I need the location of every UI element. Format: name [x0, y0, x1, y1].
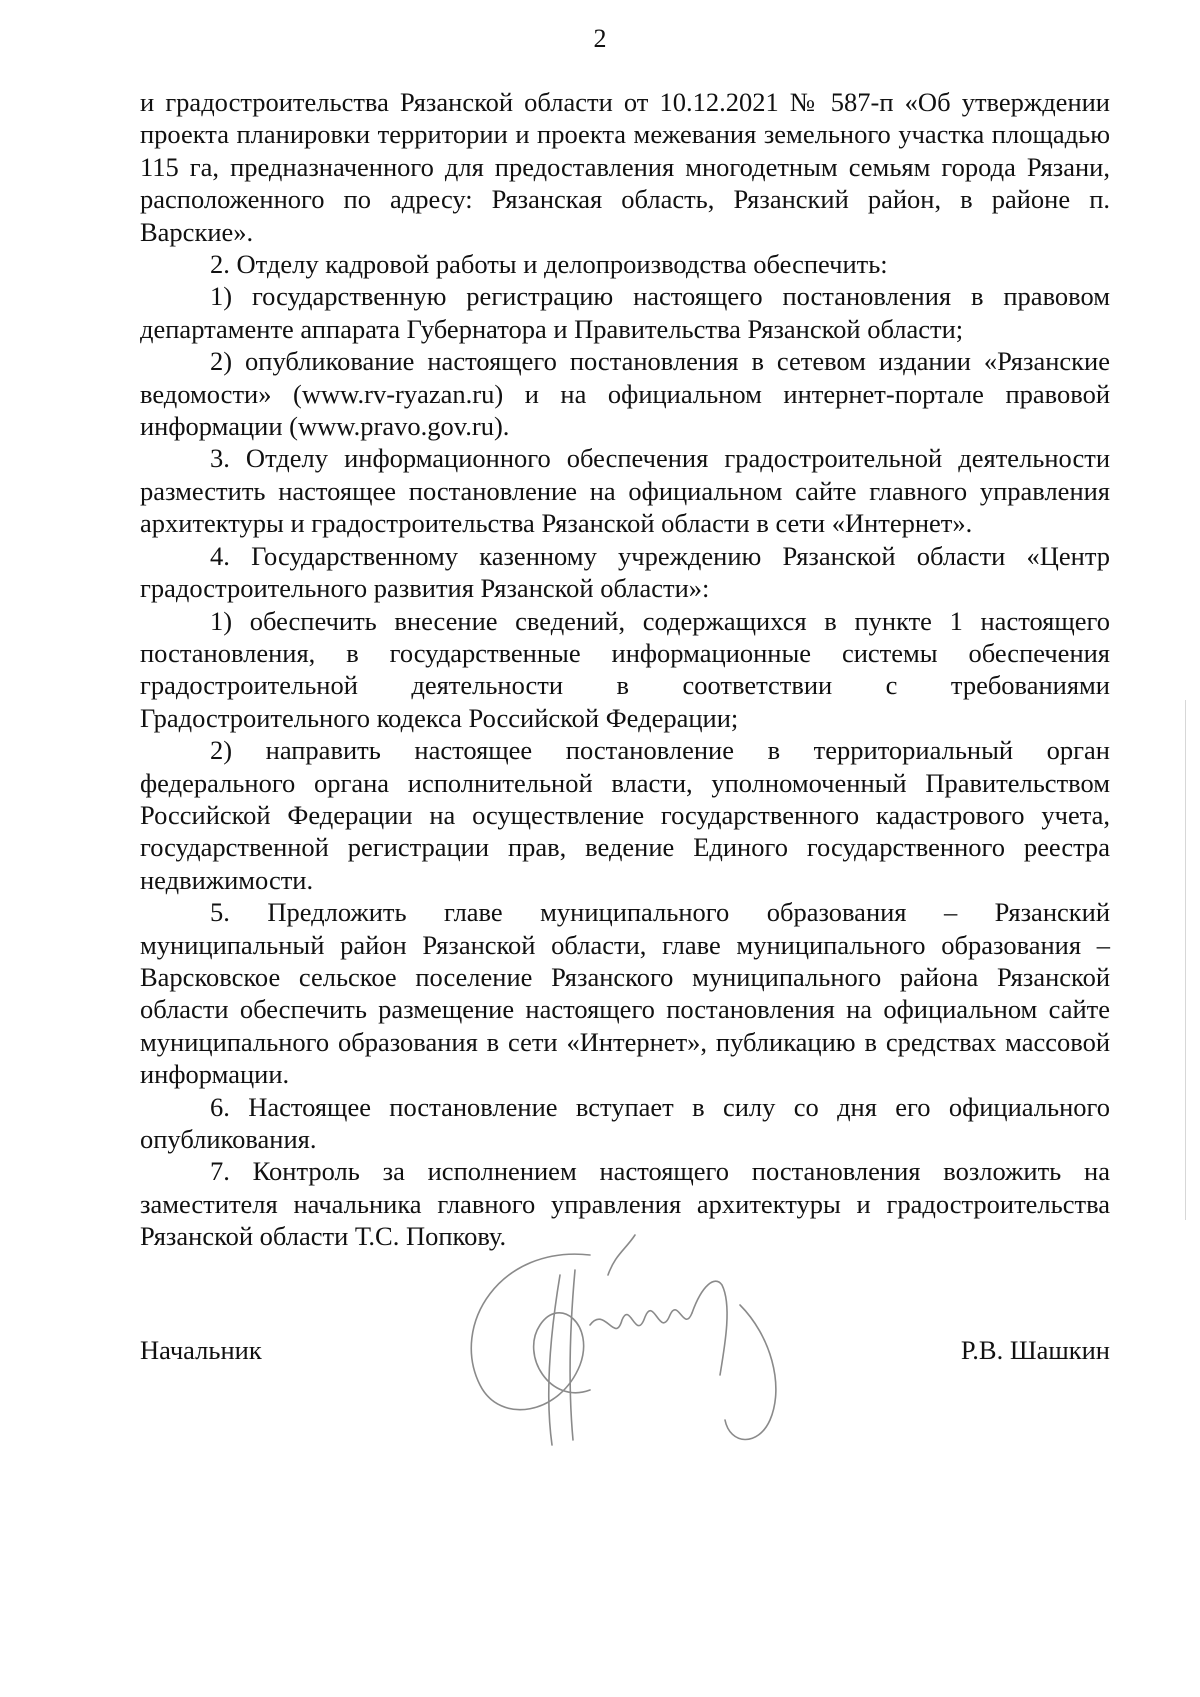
paragraph-continuation: и градостроительства Рязанской области от 10.12.2021 № 587-п «Об утверждении проекта планировки территории и проекта межевания земельного участка площадью 115 га, предназначенного для предоставления многодетным семьям города Рязани, расположенного по адресу: Рязанская область, Рязанский район, в районе п. Варские». — [140, 87, 1110, 247]
signer-name: Р.В. Шашкин — [960, 1335, 1110, 1365]
signer-title: Начальник — [140, 1335, 262, 1365]
paragraph-item-4-1: 1) обеспечить внесение сведений, содержащихся в пункте 1 настоящего постановления, в государственные информационные системы обеспечения градостроительной деятельности в соответствии с требованиями Градостроительного кодекса Российской Федерации; — [140, 605, 1110, 733]
scan-artifact-line — [1185, 700, 1186, 1220]
paragraph-item-4: 4. Государственному казенному учреждению Рязанской области «Центр градостроительного развития Рязанской области»: — [140, 540, 1110, 604]
page-number: 2 — [593, 24, 607, 53]
paragraph-item-2-1: 1) государственную регистрацию настоящего постановления в правовом департаменте аппарата Губернатора и Правительства Рязанской области; — [140, 281, 1110, 344]
paragraph-item-7: 7. Контроль за исполнением настоящего постановления возложить на заместителя начальника главного управления архитектуры и градостроительства Рязанской области Т.С. Попкову. — [140, 1156, 1110, 1252]
paragraph-item-3: 3. Отделу информационного обеспечения градостроительной деятельности разместить настоящее постановление на официальном сайте главного управления архитектуры и градостроительства Рязанской области в сети «Интернет». — [140, 443, 1110, 539]
signature-block — [140, 1333, 1110, 1373]
paragraph-item-2-2: 2) опубликование настоящего постановления в сетевом издании «Рязанские ведомости» (www.rv-ryazan.ru) и на официальном интернет-портале правовой информации (www.pravo.gov.ru). — [140, 346, 1110, 442]
paragraph-item-5: 5. Предложить главе муниципального образования – Рязанский муниципальный район Рязанской области, главе муниципального образования – Варсковское сельское поселение Рязанского муниципального района Рязанской области обеспечить размещение настоящего постановления на официальном сайте муниципального образования в сети «Интернет», публикацию в средствах массовой информации. — [140, 897, 1110, 1090]
paragraph-item-4-2: 2) направить настоящее постановление в территориальный орган федерального органа исполнительной власти, уполномоченный Правительством Российской Федерации на осуществление государственного кадастрового учета, государственной регистрации прав, ведение Единого государственного реестра недвижимости. — [140, 735, 1110, 895]
paragraph-item-6: 6. Настоящее постановление вступает в силу со дня его официального опубликования. — [140, 1091, 1110, 1154]
document-body — [140, 86, 1110, 1253]
paragraph-item-2: 2. Отделу кадровой работы и делопроизводства обеспечить: — [210, 249, 888, 280]
